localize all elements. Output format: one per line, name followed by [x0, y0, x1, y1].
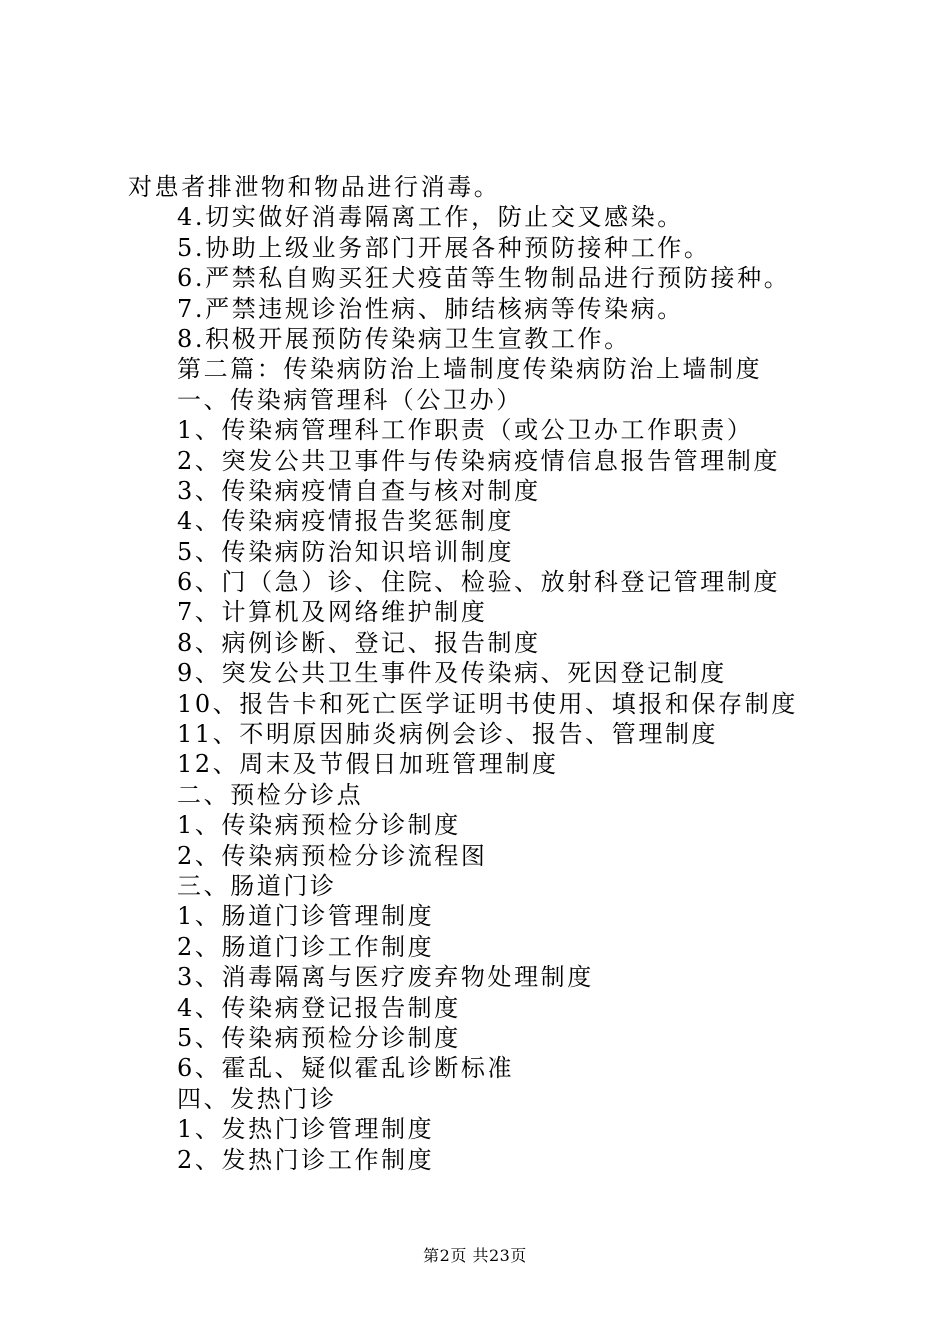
list-item: 2、传染病预检分诊流程图: [177, 841, 488, 870]
list-item: 1、肠道门诊管理制度: [177, 902, 435, 931]
list-item: 7、计算机及网络维护制度: [177, 598, 488, 627]
section-heading: 一、传染病管理科（公卫办）: [177, 385, 523, 414]
list-item: 5、传染病防治知识培训制度: [177, 537, 515, 566]
text-line: 4.切实做好消毒隔离工作，防止交叉感染。: [177, 203, 684, 232]
text-line: 8.积极开展预防传染病卫生宣教工作。: [177, 324, 631, 353]
list-item: 12、周末及节假日加班管理制度: [177, 750, 559, 779]
list-item: 4、传染病疫情报告奖惩制度: [177, 507, 515, 536]
text-line: 7.严禁违规诊治性病、肺结核病等传染病。: [177, 294, 684, 323]
list-item: 8、病例诊断、登记、报告制度: [177, 628, 541, 657]
section-heading: 第二篇：传染病防治上墙制度传染病防治上墙制度: [177, 355, 763, 384]
text-line: 6.严禁私自购买狂犬疫苗等生物制品进行预防接种。: [177, 264, 791, 293]
list-item: 6、霍乱、疑似霍乱诊断标准: [177, 1054, 515, 1083]
section-heading: 二、预检分诊点: [177, 780, 364, 809]
document-body: [0, 172, 950, 1175]
list-item: 3、消毒隔离与医疗废弃物处理制度: [177, 963, 594, 992]
list-item: 6、门（急）诊、住院、检验、放射科登记管理制度: [177, 568, 781, 597]
list-item: 5、传染病预检分诊制度: [177, 1023, 461, 1052]
list-item: 3、传染病疫情自查与核对制度: [177, 476, 541, 505]
list-item: 10、报告卡和死亡医学证明书使用、填报和保存制度: [177, 689, 798, 718]
list-item: 1、传染病管理科工作职责（或公卫办工作职责）: [177, 416, 754, 445]
list-item: 4、传染病登记报告制度: [177, 993, 461, 1022]
list-item: 11、不明原因肺炎病例会诊、报告、管理制度: [177, 720, 719, 749]
list-item: 2、突发公共卫事件与传染病疫情信息报告管理制度: [177, 446, 781, 475]
page-footer: 第2页 共23页: [423, 1246, 527, 1265]
section-heading: 四、发热门诊: [177, 1084, 337, 1113]
list-item: 1、传染病预检分诊制度: [177, 811, 461, 840]
list-item: 2、发热门诊工作制度: [177, 1145, 435, 1174]
list-item: 2、肠道门诊工作制度: [177, 932, 435, 961]
list-item: 9、突发公共卫生事件及传染病、死因登记制度: [177, 659, 727, 688]
section-heading: 三、肠道门诊: [177, 871, 337, 900]
text-line: 对患者排泄物和物品进行消毒。: [128, 173, 501, 201]
list-item: 1、发热门诊管理制度: [177, 1115, 435, 1144]
text-line: 5.协助上级业务部门开展各种预防接种工作。: [177, 233, 711, 262]
